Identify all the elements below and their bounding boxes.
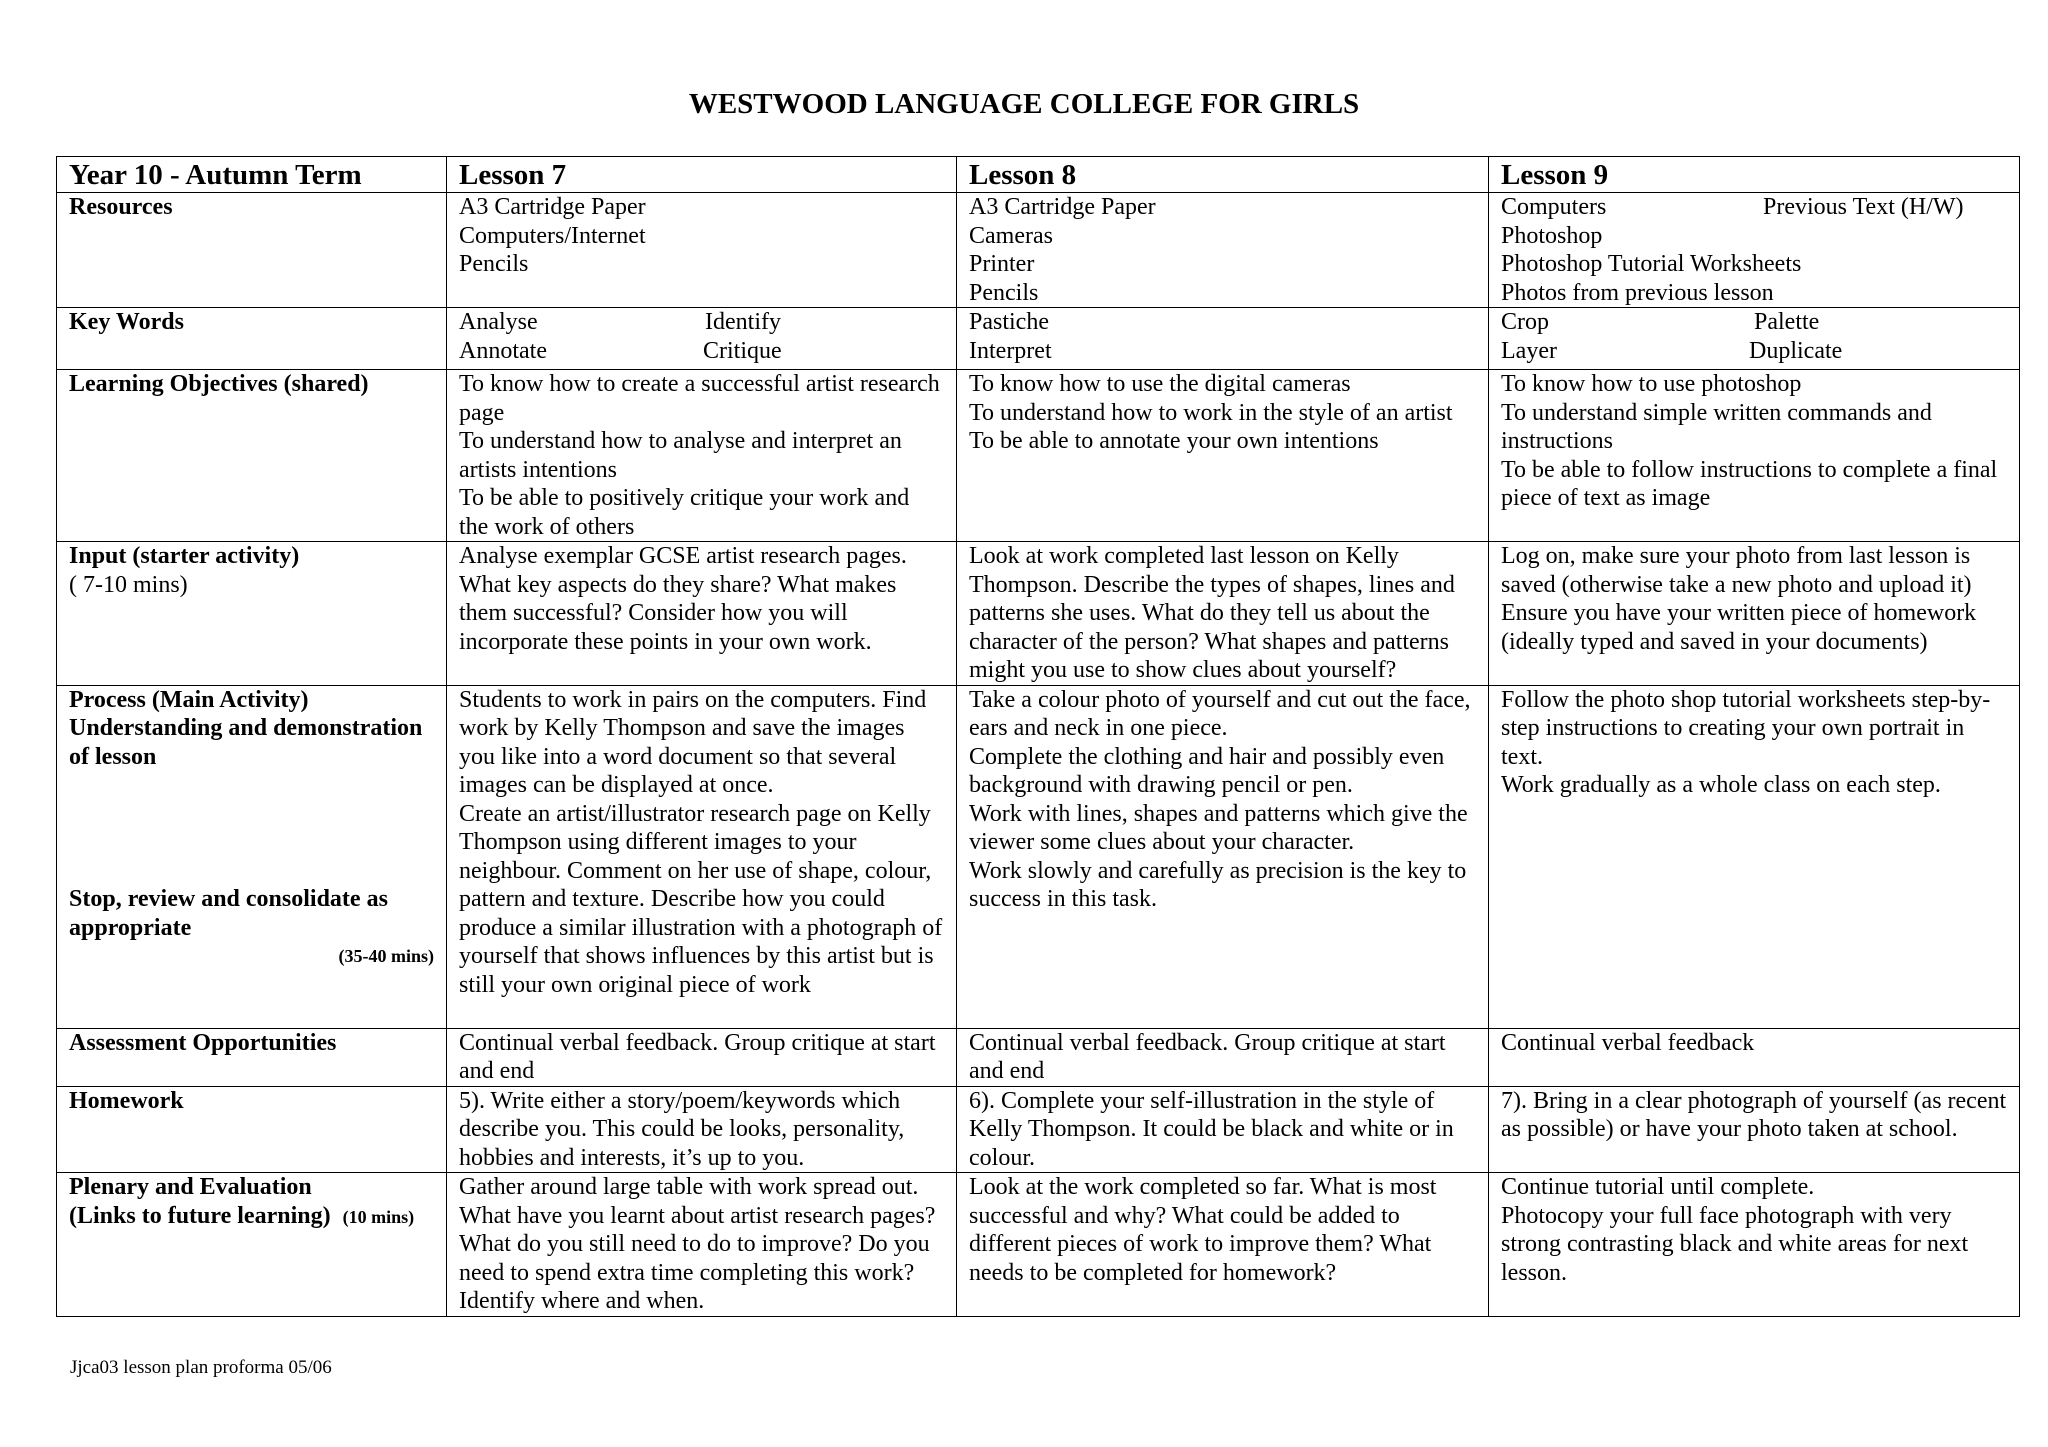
key-words-lesson-9: Crop Palette Layer Duplicate: [1489, 308, 2020, 370]
input-row: [57, 542, 2020, 686]
key-words-lesson-7: Analyse Identify Annotate Critique: [447, 308, 957, 370]
homework-lesson-8: 6). Complete your self-illustration in the style of Kelly Thompson. It could be black and white or in colour.: [957, 1086, 1489, 1173]
process-lesson-7: Students to work in pairs on the computers. Find work by Kelly Thompson and save the images you like into a word document so that several images can be displayed at once. Create an artist/illustrator research page on Kelly Thompson using different images to your neighbour. Comment on her use of shape, colour, pattern and texture. Describe how you could produce a similar illustration with a photograph of yourself that shows influences by this artist but is still your own original piece of work: [447, 685, 957, 1028]
footer-note: Jjca03 lesson plan proforma 05/06: [70, 1357, 332, 1378]
plenary-lesson-9: Continue tutorial until complete. Photocopy your full face photograph with very strong contrasting black and white areas for next lesson.: [1489, 1173, 2020, 1317]
process-lesson-9: Follow the photo shop tutorial worksheets step-by-step instructions to creating your own portrait in text. Work gradually as a whole class on each step.: [1489, 685, 2020, 1028]
header-row: [57, 157, 2020, 193]
input-lesson-7: Analyse exemplar GCSE artist research pages. What key aspects do they share? What makes them successful? Consider how you will incorporate these points in your own work.: [447, 542, 957, 686]
row-label: Assessment Opportunities: [57, 1028, 447, 1086]
lesson-plan-table: [56, 156, 2020, 1317]
row-label: Resources: [57, 193, 447, 308]
process-lesson-8: Take a colour photo of yourself and cut out the face, ears and neck in one piece. Complete the clothing and hair and possibly even background with drawing pencil or pen. Work with lines, shapes and patterns which give the viewer some clues about your character. Work slowly and carefully as precision is the key to success in this task.: [957, 685, 1489, 1028]
homework-lesson-7: 5). Write either a story/poem/keywords which describe you. This could be looks, personality, hobbies and interests, it’s up to you.: [447, 1086, 957, 1173]
row-label: Plenary and Evaluation (Links to future learning) (10 mins): [57, 1173, 447, 1317]
lesson-8-header: Lesson 8: [957, 157, 1489, 193]
process-row: [57, 685, 2020, 1028]
plenary-lesson-8: Look at the work completed so far. What is most successful and why? What could be added to different pieces of work to improve them? What needs to be completed for homework?: [957, 1173, 1489, 1317]
homework-row: [57, 1086, 2020, 1173]
learning-objectives-row: [57, 370, 2020, 542]
lesson-9-header: Lesson 9: [1489, 157, 2020, 193]
input-lesson-9: Log on, make sure your photo from last lesson is saved (otherwise take a new photo and upload it) Ensure you have your written piece of homework (ideally typed and saved in your documents): [1489, 542, 2020, 686]
resources-row: [57, 193, 2020, 308]
assessment-lesson-7: Continual verbal feedback. Group critique at start and end: [447, 1028, 957, 1086]
row-label: Process (Main Activity) Understanding and demonstration of lesson Stop, review and consolidate as appropriate (35-40 mins): [57, 685, 447, 1028]
objectives-lesson-8: To know how to use the digital cameras To understand how to work in the style of an artist To be able to annotate your own intentions: [957, 370, 1489, 542]
homework-lesson-9: 7). Bring in a clear photograph of yourself (as recent as possible) or have your photo taken at school.: [1489, 1086, 2020, 1173]
objectives-lesson-9: To know how to use photoshop To understand simple written commands and instructions To be able to follow instructions to complete a final piece of text as image: [1489, 370, 2020, 542]
assessment-lesson-9: Continual verbal feedback: [1489, 1028, 2020, 1086]
objectives-lesson-7: To know how to create a successful artist research page To understand how to analyse and interpret an artists intentions To be able to positively critique your work and the work of others: [447, 370, 957, 542]
key-words-row: [57, 308, 2020, 370]
lesson-7-header: Lesson 7: [447, 157, 957, 193]
assessment-row: [57, 1028, 2020, 1086]
resources-lesson-9: Computers Previous Text (H/W) Photoshop Photoshop Tutorial Worksheets Photos from previous lesson: [1489, 193, 2020, 308]
row-label: Learning Objectives (shared): [57, 370, 447, 542]
plenary-lesson-7: Gather around large table with work spread out. What have you learnt about artist research pages? What do you still need to do to improve? Do you need to spend extra time completing this work? Identify where and when.: [447, 1173, 957, 1317]
plenary-row: [57, 1173, 2020, 1317]
resources-lesson-8: A3 Cartridge Paper Cameras Printer Pencils: [957, 193, 1489, 308]
row-label: Input (starter activity) ( 7-10 mins): [57, 542, 447, 686]
document-title: WESTWOOD LANGUAGE COLLEGE FOR GIRLS: [688, 88, 1360, 120]
assessment-lesson-8: Continual verbal feedback. Group critique at start and end: [957, 1028, 1489, 1086]
key-words-lesson-8: Pastiche Interpret: [957, 308, 1489, 370]
term-header: Year 10 - Autumn Term: [57, 157, 447, 193]
row-label: Homework: [57, 1086, 447, 1173]
resources-lesson-7: A3 Cartridge Paper Computers/Internet Pencils: [447, 193, 957, 308]
row-label: Key Words: [57, 308, 447, 370]
input-lesson-8: Look at work completed last lesson on Kelly Thompson. Describe the types of shapes, lines and patterns she uses. What do they tell us about the character of the person? What shapes and patterns might you use to show clues about yourself?: [957, 542, 1489, 686]
